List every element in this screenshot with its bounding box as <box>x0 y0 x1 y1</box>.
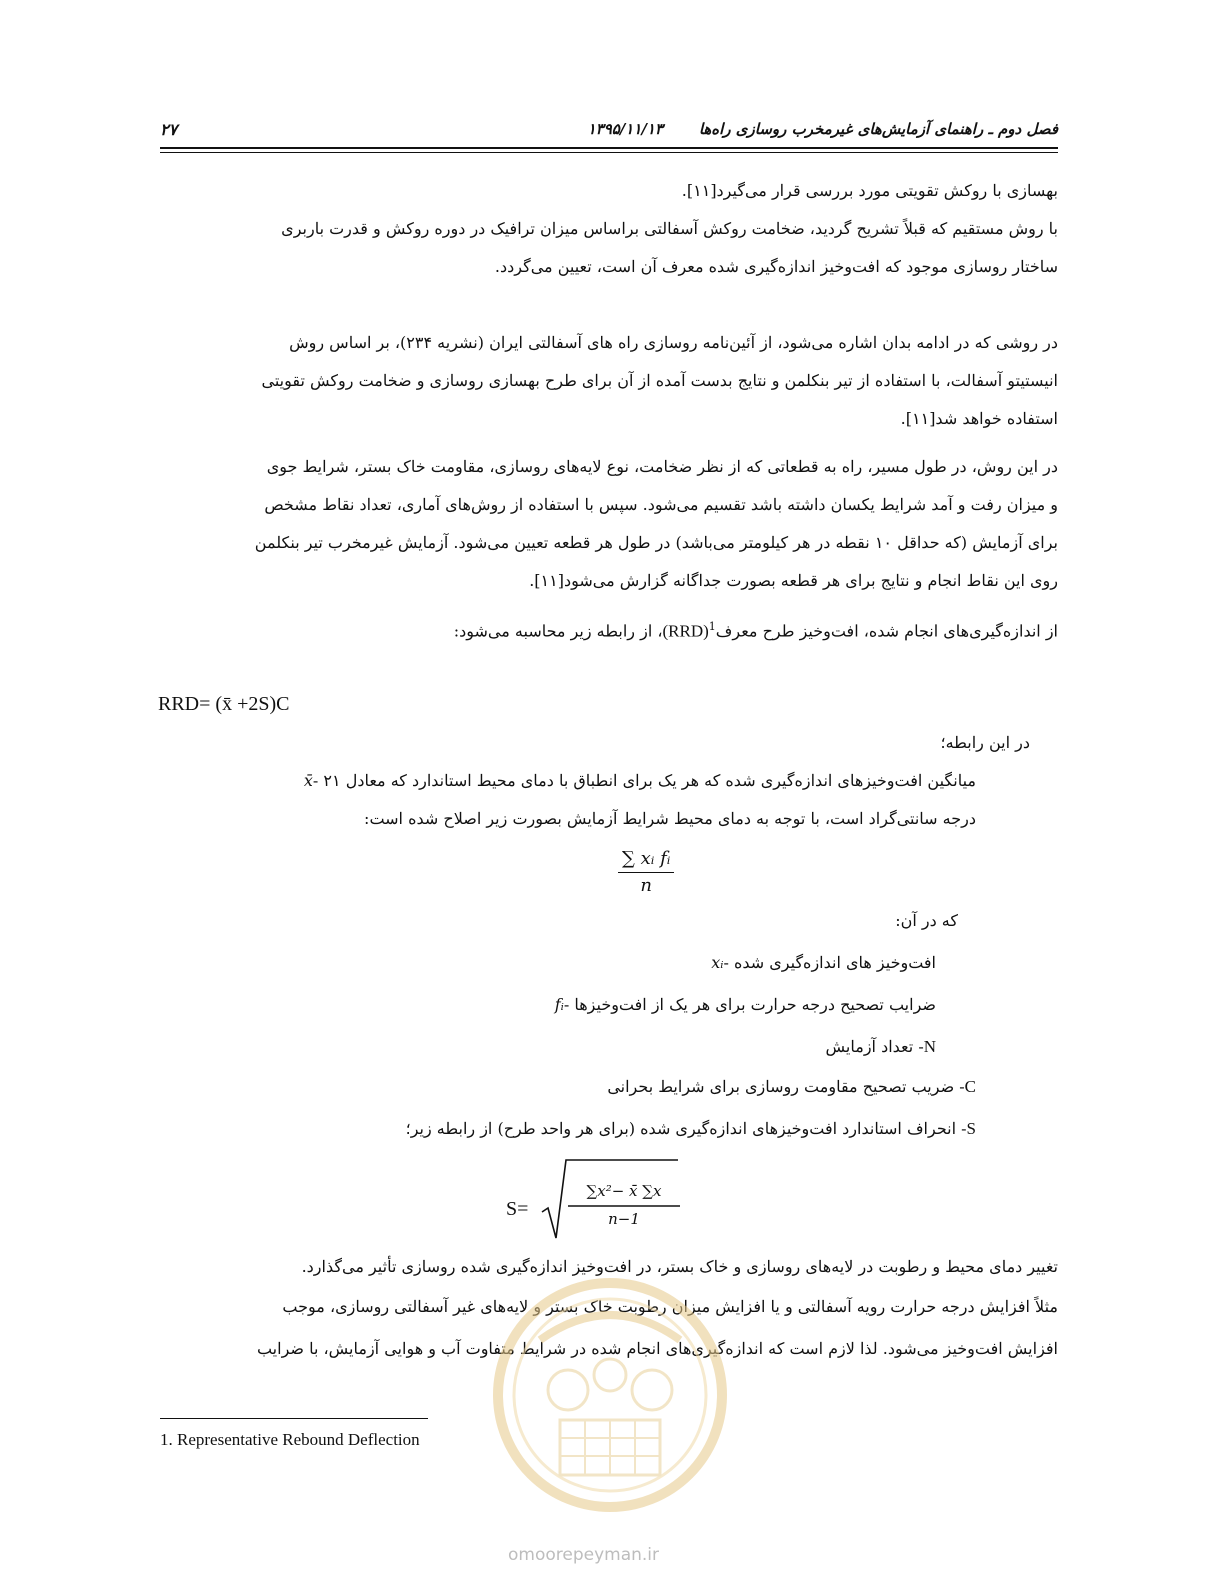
c-symbol: C <box>964 1077 976 1096</box>
xbar-symbol: x̄ <box>303 771 313 790</box>
rrd-formula: RRD= (x̄ +2S)C <box>158 693 290 715</box>
where-label: که در آن: <box>895 911 958 930</box>
paragraph-4-line-4: روی این نقاط انجام و نتایج برای هر قطعه بصورت جداگانه گزارش می‌شود[۱۱]. <box>529 571 1058 590</box>
header-rule-thick <box>160 147 1058 149</box>
mean-fraction-numerator: ∑ xᵢ fᵢ <box>618 846 674 873</box>
rrd-abbreviation: (RRD) <box>662 621 709 641</box>
footnote-marker: 1 <box>708 620 716 633</box>
s-symbol: S <box>966 1119 976 1138</box>
n-text: - تعداد آزمایش <box>825 1037 924 1056</box>
paragraph-6-line-1: تغییر دمای محیط و رطوبت در لایه‌های روسازی و خاک بستر، در افت‌وخیز اندازه‌گیری شده روسازی تأثیر می‌گذارد. <box>301 1257 1058 1276</box>
s-text: - انحراف استاندارد افت‌وخیزهای اندازه‌گیری شده (برای هر واحد طرح) از رابطه زیر؛ <box>405 1119 967 1138</box>
paragraph-3-line-2: انیستیتو آسفالت، با استفاده از تیر بنکلمن و نتایج بدست آمده از آن برای طرح بهسازی روسازی و ضخامت روکش تقویتی <box>261 371 1058 390</box>
fi-text: - ضرایب تصحیح درجه حرارت برای هر یک از افت‌وخیزها <box>563 995 936 1014</box>
paragraph-3-line-1: در روشی که در ادامه بدان اشاره می‌شود، از آئین‌نامه روسازی راه های آسفالتی ایران (نشریه ۲۳۴)، بر اساس روش <box>289 333 1058 352</box>
paragraph-6-line-3: افزایش افت‌وخیز می‌شود. لذا لازم است که اندازه‌گیری‌های انجام شده در شرایط متفاوت آب و هوایی آزمایش، با ضرایب <box>256 1339 1058 1358</box>
page-number: ۲۷ <box>160 120 178 139</box>
xi-definition <box>711 948 936 978</box>
header-title: فصل دوم ـ راهنمای آزمایش‌های غیرمخرب روسازی راه‌ها <box>698 120 1058 138</box>
xi-text: - افت‌وخیز های اندازه‌گیری شده <box>723 953 936 972</box>
definitions-intro: در این رابطه؛ <box>940 733 1030 752</box>
std-dev-formula <box>506 1152 696 1242</box>
n-symbol: N <box>923 1037 936 1056</box>
std-dev-label: S= <box>506 1198 529 1220</box>
c-definition <box>607 1072 976 1102</box>
paragraph-2-line-1: با روش مستقیم که قبلاً تشریح گردید، ضخامت روکش آسفالتی براساس میزان ترافیک در دوره روکش و قدرت باربری <box>281 219 1058 238</box>
xbar-definition-line-1 <box>304 766 976 796</box>
paragraph-4-line-2: و میزان رفت و آمد شرایط یکسان داشته باشد تقسیم می‌شود. سپس با استفاده از روش‌های آماری، تعداد نقاط مشخص <box>264 495 1058 514</box>
paragraph-1: بهسازی با روکش تقویتی مورد بررسی قرار می‌گیرد[۱۱]. <box>681 181 1058 200</box>
xbar-text-1: - میانگین افت‌وخیزهای اندازه‌گیری شده که هر یک برای انطباق با دمای محیط استاندارد که معادل ۲۱ <box>312 771 976 790</box>
paragraph-5-text-b: ، از رابطه زیر محاسبه می‌شود: <box>453 621 663 641</box>
watermark-logo <box>480 1270 740 1520</box>
header-rule-thin <box>160 152 1058 153</box>
paragraph-4-line-1: در این روش، در طول مسیر، راه به قطعاتی که از نظر ضخامت، نوع لایه‌های روسازی، مقاومت خاک بستر، شرایط جوی <box>266 457 1058 476</box>
paragraph-5 <box>158 612 1058 646</box>
watermark-url: omoorepeyman.ir <box>508 1545 660 1565</box>
n-definition <box>826 1032 936 1062</box>
xi-symbol: xᵢ <box>711 953 724 972</box>
s-definition <box>406 1114 976 1144</box>
mean-fraction-denominator: n <box>640 875 652 896</box>
xbar-definition-line-2: درجه سانتی‌گراد است، با توجه به دمای محیط شرایط آزمایش بصورت زیر اصلاح شده است: <box>364 809 976 828</box>
paragraph-4-line-3: برای آزمایش (که حداقل ۱۰ نقطه در هر کیلومتر می‌باشد) در طول هر قطعه تعیین می‌شود. آزمایش غیرمخرب تیر بنکلمن <box>254 533 1058 552</box>
std-dev-numerator: ∑x²− x̄ ∑x <box>586 1182 662 1200</box>
mean-fraction <box>618 846 674 899</box>
std-dev-denominator: n−1 <box>608 1210 640 1228</box>
running-header <box>160 120 1058 146</box>
paragraph-2-line-2: ساختار روسازی موجود که افت‌وخیز اندازه‌گیری شده معرف آن است، تعیین می‌گردد. <box>494 257 1058 276</box>
paragraph-3-line-3: استفاده خواهد شد[۱۱]. <box>900 409 1058 428</box>
paragraph-6-line-2: مثلاً افزایش درجه حرارت رویه آسفالتی و یا افزایش میزان رطوبت خاک بستر و لایه‌های غیر آسفالتی روسازی، موجب <box>282 1297 1058 1316</box>
footnote-rule <box>160 1418 428 1419</box>
fi-symbol: fᵢ <box>554 995 564 1014</box>
paragraph-5-text-a: از اندازه‌گیری‌های انجام شده، افت‌وخیز طرح معرف <box>715 621 1058 641</box>
header-date: ۱۳۹۵/۱۱/۱۳ <box>587 120 663 138</box>
c-text: - ضریب تصحیح مقاومت روسازی برای شرایط بحرانی <box>607 1077 965 1096</box>
fi-definition <box>555 990 936 1020</box>
footnote: 1. Representative Rebound Deflection <box>160 1430 420 1449</box>
